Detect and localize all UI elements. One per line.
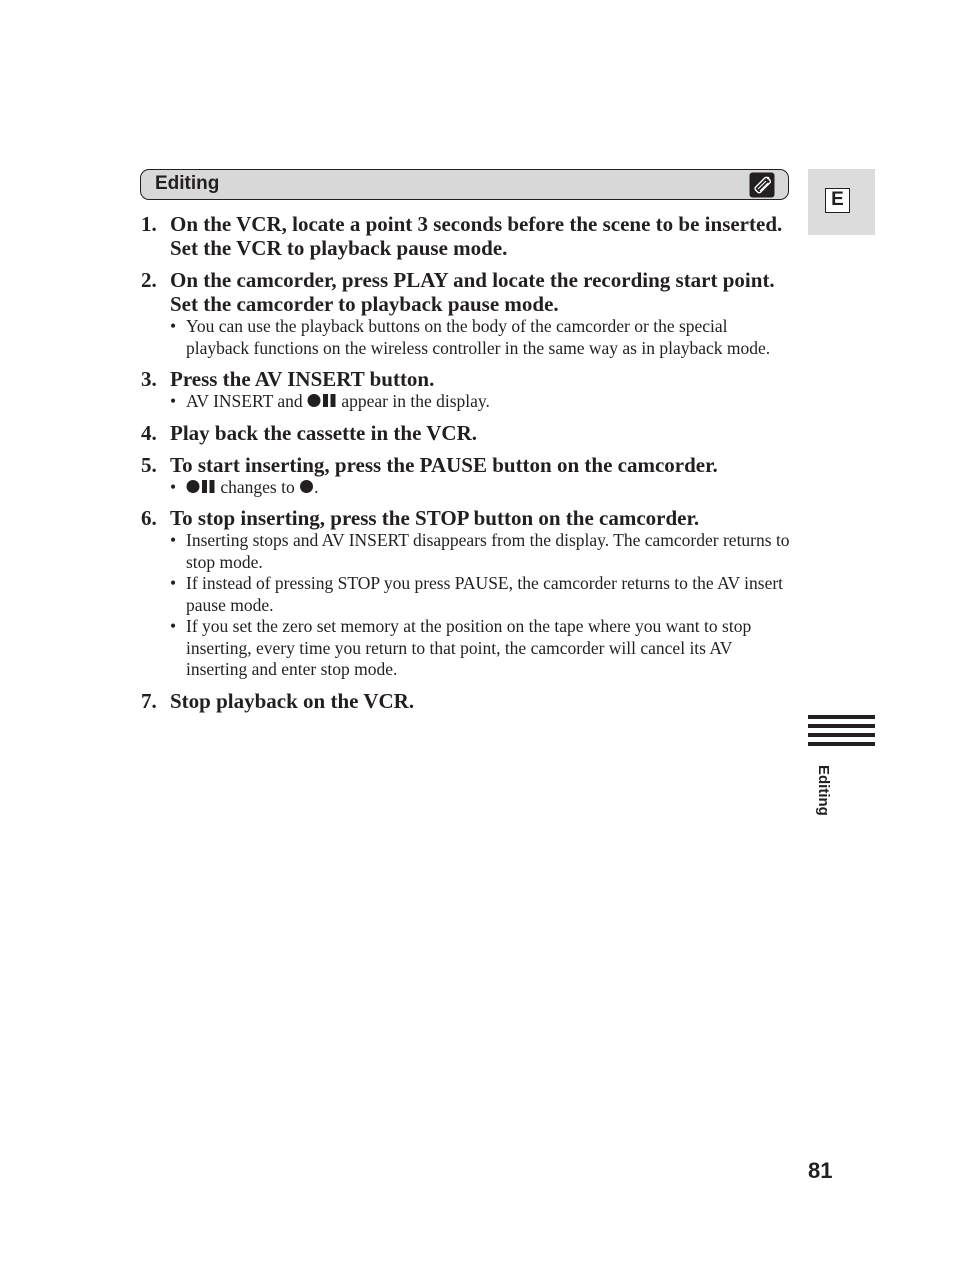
- record-pause-icon: [186, 479, 216, 494]
- step-7: [141, 689, 791, 713]
- section-header-bar: [140, 169, 789, 200]
- record-pause-icon: [307, 393, 337, 408]
- note-text: changes to: [220, 476, 295, 497]
- step-number: 3.: [141, 367, 157, 391]
- instructions: [141, 212, 791, 721]
- marker-line: [808, 724, 875, 728]
- note-text: You can use the playback buttons on the body of the camcorder or the special playback functions on the wireless controller in the same way as in playback mode.: [186, 316, 771, 358]
- bullet-dot: •: [170, 573, 177, 593]
- step-number: 1.: [141, 212, 157, 236]
- note-text: If instead of pressing STOP you press PAUSE, the camcorder returns to the AV insert pause mode.: [186, 573, 784, 615]
- note-item: [170, 616, 791, 681]
- note-text: AV INSERT and: [186, 391, 303, 411]
- bullet-dot: •: [170, 530, 177, 550]
- note-item: [170, 573, 791, 616]
- marker-line: [808, 733, 875, 737]
- note-item: [170, 477, 791, 499]
- section-title: Editing: [155, 173, 220, 194]
- note-item: [170, 391, 791, 413]
- chapter-marker-lines: [808, 715, 875, 751]
- note-text: If you set the zero set memory at the position on the tape where you want to stop inserting, every time you return to that point, the camcorder will cancel its AV inserting and enter stop mode.: [186, 616, 752, 679]
- step-number: 7.: [141, 688, 157, 713]
- step-notes: [170, 316, 791, 359]
- step-text: Stop playback on the VCR.: [170, 688, 415, 713]
- marker-line: [808, 715, 875, 719]
- step-text: On the VCR, locate a point 3 seconds before the scene to be inserted. Set the VCR to playback pause mode.: [170, 212, 783, 260]
- remote-controller-icon: [749, 172, 775, 198]
- step-6: [141, 506, 791, 681]
- note-text: Inserting stops and AV INSERT disappears from the display. The camcorder returns to stop mode.: [186, 530, 790, 572]
- note-item: [170, 530, 791, 573]
- step-notes: [170, 530, 791, 681]
- note-text: .: [314, 476, 319, 497]
- bullet-dot: •: [170, 316, 177, 336]
- step-1: [141, 212, 791, 260]
- bullet-dot: •: [170, 391, 177, 411]
- record-icon: [299, 479, 314, 494]
- step-number: 4.: [141, 420, 157, 445]
- step-text: On the camcorder, press PLAY and locate the recording start point. Set the camcorder to playback pause mode.: [170, 268, 775, 316]
- language-letter: E: [825, 188, 850, 213]
- step-text: To stop inserting, press the STOP button on the camcorder.: [170, 506, 700, 530]
- step-text: Play back the cassette in the VCR.: [170, 420, 478, 445]
- step-number: 2.: [141, 268, 157, 292]
- step-notes: [170, 391, 791, 413]
- step-notes: [170, 477, 791, 499]
- language-tab: [808, 169, 875, 235]
- chapter-side-label: Editing: [815, 765, 832, 816]
- page-number: 81: [808, 1158, 833, 1183]
- bullet-dot: •: [170, 616, 177, 636]
- step-number: 5.: [141, 452, 157, 477]
- bullet-dot: •: [170, 476, 177, 497]
- note-text: appear in the display.: [341, 391, 490, 411]
- step-3: [141, 367, 791, 413]
- step-text: To start inserting, press the PAUSE button on the camcorder.: [170, 452, 718, 477]
- step-number: 6.: [141, 506, 157, 530]
- step-5: [141, 453, 791, 499]
- step-2: [141, 268, 791, 359]
- marker-line: [808, 742, 875, 746]
- note-item: [170, 316, 791, 359]
- step-4: [141, 421, 791, 445]
- step-text: Press the AV INSERT button.: [170, 367, 435, 391]
